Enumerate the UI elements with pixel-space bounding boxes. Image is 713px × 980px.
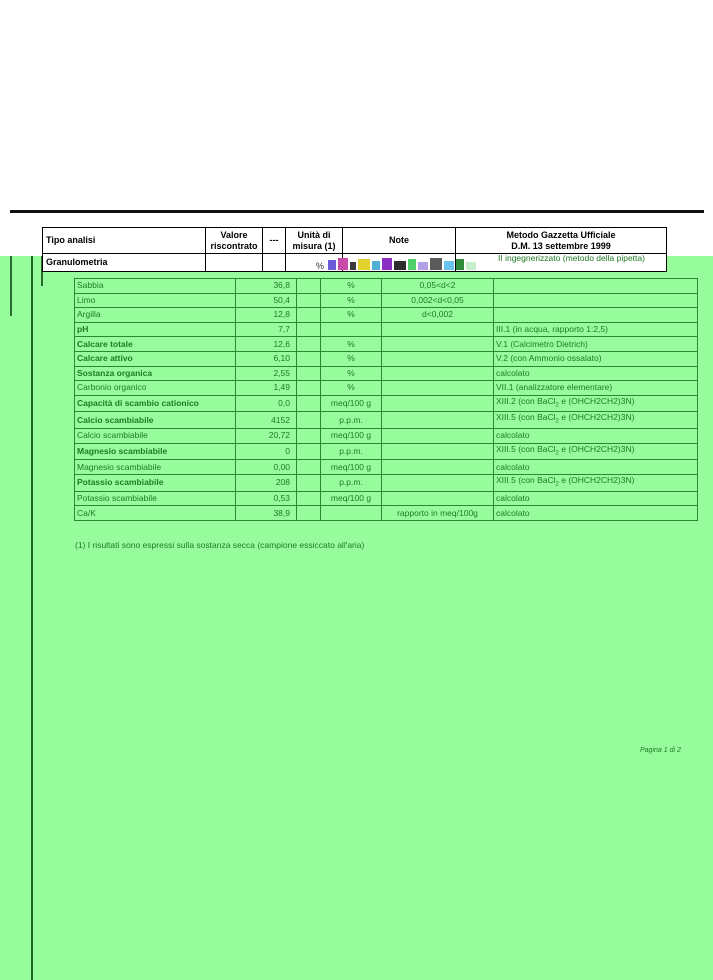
row-note: d<0,002	[382, 308, 494, 323]
row-unit	[321, 322, 382, 337]
row-blank	[297, 322, 321, 337]
row-blank	[297, 279, 321, 294]
row-blank	[297, 460, 321, 475]
row-note	[382, 412, 494, 429]
row-value: 0,00	[236, 460, 297, 475]
row-method	[494, 308, 698, 323]
row-method-post: e (OHCH2CH2)3N)	[561, 395, 635, 406]
granulometria-label: Granulometria	[43, 254, 206, 272]
row-note	[382, 366, 494, 381]
row-note	[382, 381, 494, 396]
row-name: Calcare totale	[75, 337, 236, 352]
row-blank	[297, 475, 321, 492]
row-method-post: e (OHCH2CH2)3N)	[561, 412, 635, 423]
page-top-border	[10, 210, 704, 213]
table-row	[75, 366, 698, 381]
row-blank	[297, 351, 321, 366]
row-name: Calcare attivo	[75, 351, 236, 366]
header-valore: Valore riscontrato	[206, 228, 263, 254]
row-method: III.1 (in acqua, rapporto 1:2,5)	[494, 322, 698, 337]
row-method-post: e (OHCH2CH2)3N)	[561, 475, 635, 485]
row-method: calcolato	[494, 506, 698, 521]
row-blank	[297, 366, 321, 381]
row-value: 6,10	[236, 351, 297, 366]
row-value: 2,55	[236, 366, 297, 381]
table-row	[75, 337, 698, 352]
row-name: Magnesio scambiabile	[75, 460, 236, 475]
row-note	[382, 475, 494, 492]
row-note: rapporto in meq/100g	[382, 506, 494, 521]
row-method: XIII.5 (con BaCl$_2$ e (OHCH2CH2)3N)	[494, 475, 698, 492]
table-row	[75, 395, 698, 412]
row-method-pre: XIII.2 (con BaCl	[496, 395, 556, 406]
row-method: calcolato	[494, 460, 698, 475]
row-method-pre: XIII.5 (con BaCl	[496, 443, 556, 454]
row-method-post: e (OHCH2CH2)3N)	[561, 443, 635, 454]
row-blank	[297, 412, 321, 429]
row-unit: %	[321, 366, 382, 381]
row-note	[382, 491, 494, 506]
row-blank	[297, 506, 321, 521]
row-name: Magnesio scambiabile	[75, 443, 236, 460]
row-method-pre: XIII.5 (con BaCl	[496, 412, 556, 423]
row-note	[382, 322, 494, 337]
header-tipo-analisi: Tipo analisi	[43, 228, 206, 254]
table-row	[75, 475, 698, 492]
row-note	[382, 395, 494, 412]
row-method: V.2 (con Ammonio ossalato)	[494, 351, 698, 366]
table-row	[75, 506, 698, 521]
scan-edge-line	[31, 256, 33, 980]
row-unit: p.p.m.	[321, 443, 382, 460]
row-name: Ca/K	[75, 506, 236, 521]
row-name: pH	[75, 322, 236, 337]
row-method	[494, 293, 698, 308]
header-metodo: Metodo Gazzetta Ufficiale D.M. 13 settembre 1999	[456, 228, 667, 254]
table-row	[75, 443, 698, 460]
row-blank	[297, 293, 321, 308]
row-value: 50,4	[236, 293, 297, 308]
row-method	[494, 279, 698, 294]
row-value: 20,72	[236, 429, 297, 444]
row-name: Carbonio organico	[75, 381, 236, 396]
row-note	[382, 460, 494, 475]
header-note: Note	[343, 228, 456, 254]
table-row	[75, 491, 698, 506]
row-note: 0,002<d<0,05	[382, 293, 494, 308]
row-name: Potassio scambiabile	[75, 491, 236, 506]
results-table	[74, 278, 698, 521]
row-value: 0,0	[236, 395, 297, 412]
row-method: XIII.2 (con BaCl$_2$ e (OHCH2CH2)3N)	[494, 395, 698, 412]
row-unit: meq/100 g	[321, 460, 382, 475]
row-name: Calcio scambiabile	[75, 429, 236, 444]
row-unit: %	[321, 381, 382, 396]
row-unit: %	[321, 279, 382, 294]
row-method: XIII.5 (con BaCl$_2$ e (OHCH2CH2)3N)	[494, 412, 698, 429]
row-unit: p.p.m.	[321, 475, 382, 492]
row-blank	[297, 443, 321, 460]
row-name: Calcio scambiabile	[75, 412, 236, 429]
footnote: (1) I risultati sono espressi sulla sostanza secca (campione essiccato all'aria)	[75, 540, 365, 550]
table-row	[75, 293, 698, 308]
row-value: 7,7	[236, 322, 297, 337]
row-unit: %	[321, 351, 382, 366]
row-unit: %	[321, 337, 382, 352]
row-method: V.1 (Calcimetro Dietrich)	[494, 337, 698, 352]
row-blank	[297, 381, 321, 396]
row-unit: meq/100 g	[321, 491, 382, 506]
row-method: calcolato	[494, 491, 698, 506]
row-note	[382, 429, 494, 444]
row-value: 12,8	[236, 308, 297, 323]
granulometria-method: II ingegnerizzato (metodo della pipetta)	[498, 253, 645, 263]
header-dash: ---	[263, 228, 286, 254]
table-row	[75, 308, 698, 323]
row-method-pre: XIII.5 (con BaCl	[496, 475, 556, 485]
row-name: Capacità di scambio cationico	[75, 395, 236, 412]
table-row	[75, 279, 698, 294]
row-unit: meq/100 g	[321, 395, 382, 412]
table-row	[75, 412, 698, 429]
row-name: Sabbia	[75, 279, 236, 294]
granulometria-percent: %	[316, 261, 325, 271]
row-unit: meq/100 g	[321, 429, 382, 444]
row-value: 0	[236, 443, 297, 460]
row-blank	[297, 395, 321, 412]
row-value: 12,6	[236, 337, 297, 352]
table-row	[75, 429, 698, 444]
row-unit: p.p.m.	[321, 412, 382, 429]
row-name: Potassio scambiabile	[75, 475, 236, 492]
row-method: calcolato	[494, 429, 698, 444]
row-unit: %	[321, 293, 382, 308]
row-note	[382, 337, 494, 352]
row-method: XIII.5 (con BaCl$_2$ e (OHCH2CH2)3N)	[494, 443, 698, 460]
row-blank	[297, 337, 321, 352]
row-value: 1,49	[236, 381, 297, 396]
table-row	[75, 322, 698, 337]
row-value: 208	[236, 475, 297, 492]
row-unit: %	[321, 308, 382, 323]
header-unita: Unità di misura (1)	[286, 228, 343, 254]
row-name: Argilla	[75, 308, 236, 323]
row-name: Limo	[75, 293, 236, 308]
row-blank	[297, 429, 321, 444]
row-unit	[321, 506, 382, 521]
row-method: VII.1 (analizzatore elementare)	[494, 381, 698, 396]
row-method: calcolato	[494, 366, 698, 381]
table-row	[75, 351, 698, 366]
row-name: Sostanza organica	[75, 366, 236, 381]
scan-mark	[10, 256, 12, 316]
row-note: 0,05<d<2	[382, 279, 494, 294]
row-value: 0,53	[236, 491, 297, 506]
row-value: 38,9	[236, 506, 297, 521]
row-note	[382, 351, 494, 366]
granulometria-value-noise	[316, 256, 494, 274]
table-row	[75, 381, 698, 396]
page-number: Pagina 1 di 2	[640, 747, 681, 754]
row-value: 36,8	[236, 279, 297, 294]
row-blank	[297, 308, 321, 323]
row-value: 4152	[236, 412, 297, 429]
table-row	[75, 460, 698, 475]
row-note	[382, 443, 494, 460]
row-blank	[297, 491, 321, 506]
